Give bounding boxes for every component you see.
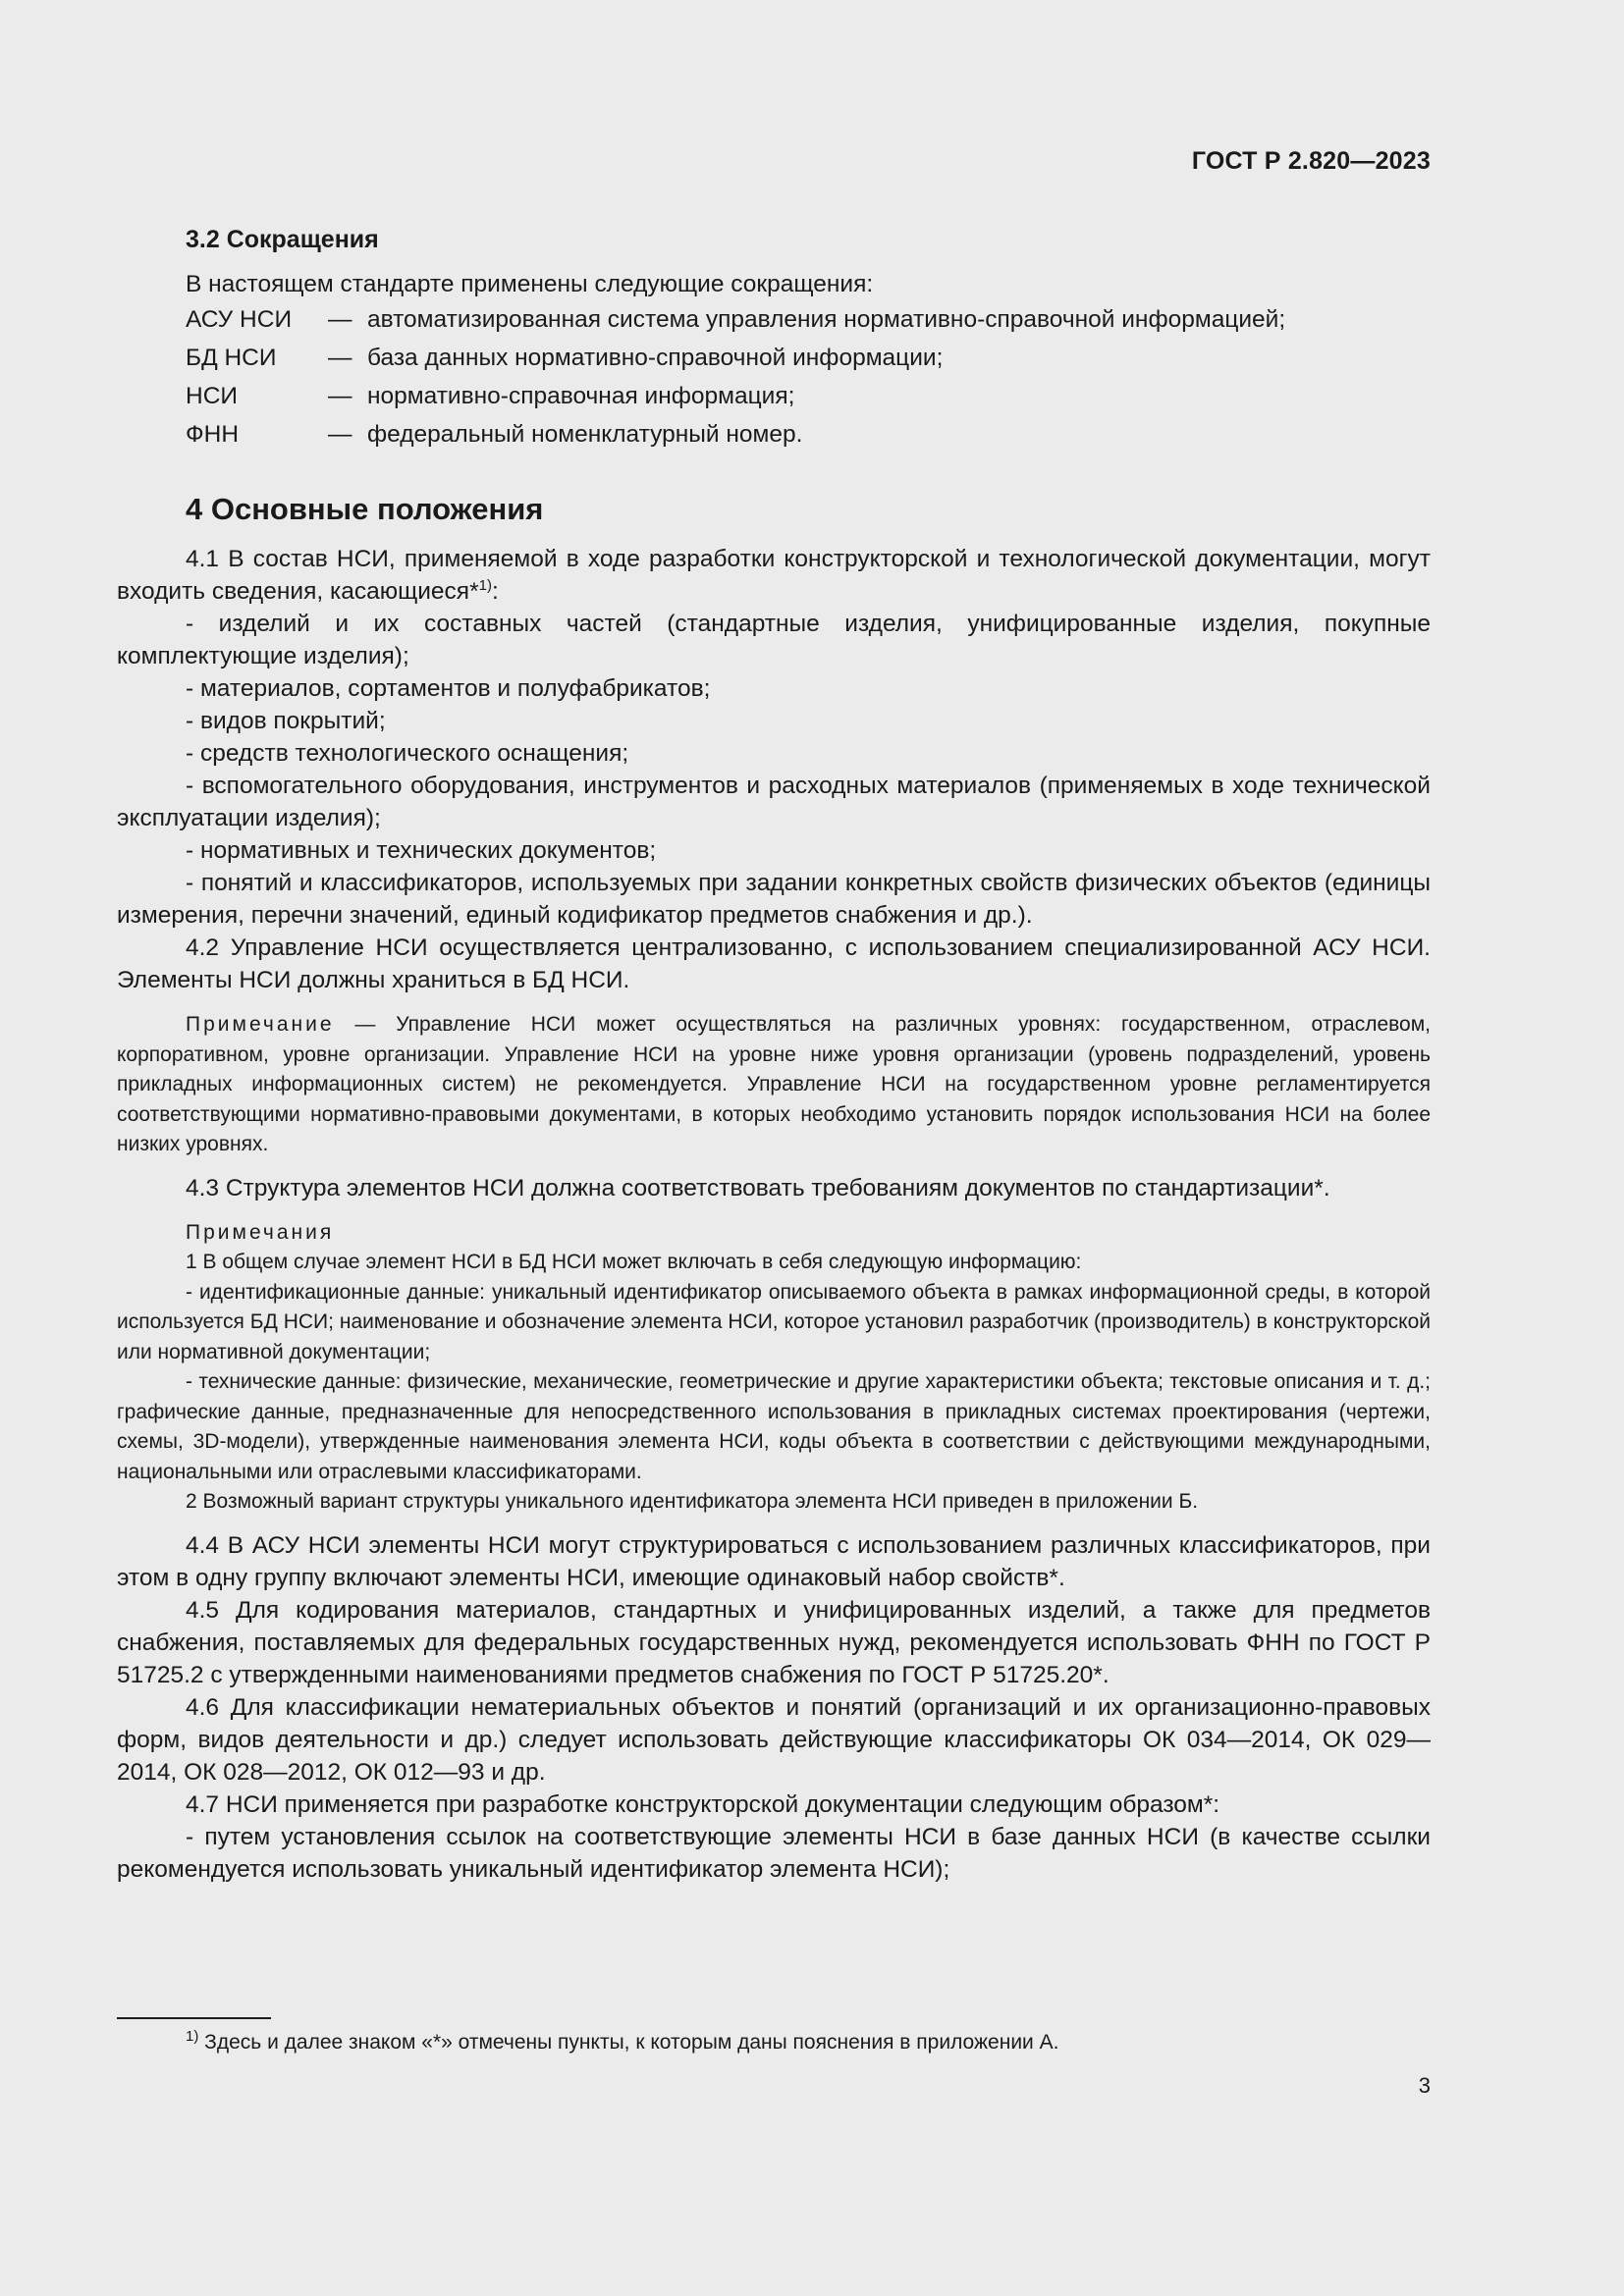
abbreviation-term: БД НСИ <box>186 345 277 371</box>
abbreviation-definition: нормативно-справочная информация; <box>367 383 795 409</box>
paragraph-4-3: 4.3 Структура элементов НСИ должна соответствовать требованиям документов по стандартизации*. <box>186 1174 1330 1201</box>
paragraph-4-1 <box>117 543 1431 608</box>
list-item: - материалов, сортаментов и полуфабрикатов; <box>186 675 711 702</box>
footnote <box>186 2028 1059 2055</box>
paragraph-4-4: 4.4 В АСУ НСИ элементы НСИ могут структурироваться с использованием различных классификаторов, при этом в одну группу включают элементы НСИ, имеющие одинаковый набор свойств*. <box>117 1531 1431 1591</box>
abbreviation-row <box>117 377 1431 415</box>
abbreviation-row <box>117 339 1431 377</box>
footnote-separator <box>117 2017 271 2019</box>
list-item: - путем установления ссылок на соответствующие элементы НСИ в базе данных НСИ (в качестве ссылки рекомендуется использовать уникальный идентификатор элемента НСИ); <box>117 1823 1431 1883</box>
note-text: — Управление НСИ может осуществляться на различных уровнях: государственном, отраслевом, корпоративном, уровне организации. Управление НСИ на уровне ниже уровня организации (уровень подразделений, уровень прикладных информационных систем) не рекомендуется. Управление НСИ на государственном уровне регламентируется соответствующими нормативно-правовыми документами, в которых необходимо установить порядок использования НСИ на более низких уровнях. <box>117 1013 1431 1155</box>
note-item: - технические данные: физические, механические, геометрические и другие характеристики объекта; текстовые описания и т. д.; графические данные, предназначенные для непосредственного использования в прикладных системах проектирования (чертежи, схемы, 3D-модели), утвержденные наименования элемента НСИ, коды объекта в соответствии с действующими международными, национальными или отраслевыми классификаторами. <box>117 1370 1431 1483</box>
paragraph-4-2: 4.2 Управление НСИ осуществляется централизованно, с использованием специализированной АСУ НСИ. Элементы НСИ должны храниться в БД НСИ. <box>117 934 1431 993</box>
list-item: - нормативных и технических документов; <box>186 837 657 864</box>
abbreviations-intro: В настоящем стандарте применены следующие сокращения: <box>186 271 874 297</box>
abbreviation-row <box>117 300 1431 339</box>
note-4-2 <box>117 1010 1431 1160</box>
abbreviation-dash: — <box>328 345 352 371</box>
footnote-ref: 1) <box>478 576 492 594</box>
abbreviation-dash: — <box>328 383 352 409</box>
abbreviation-term: НСИ <box>186 383 238 409</box>
list-item: - средств технологического оснащения; <box>186 740 629 767</box>
paragraph-4-1-text: 4.1 В состав НСИ, применяемой в ходе разработки конструкторской и технологической документации, могут входить сведения, касающиеся* <box>117 546 1431 605</box>
paragraph-4-1-end: : <box>491 578 499 605</box>
footnote-text: Здесь и далее знаком «*» отмечены пункты, к которым даны пояснения в приложении А. <box>198 2031 1059 2054</box>
notes-label: Примечания <box>186 1220 335 1244</box>
footnote-marker: 1) <box>186 2028 199 2045</box>
abbreviations-list <box>117 300 1431 454</box>
note-label: Примечание <box>186 1013 335 1036</box>
abbreviation-definition: база данных нормативно-справочной информации; <box>367 345 944 371</box>
abbreviation-definition: автоматизированная система управления нормативно-справочной информацией; <box>367 306 1286 333</box>
list-item: - изделий и их составных частей (стандартные изделия, унифицированные изделия, покупные комплектующие изделия); <box>117 611 1431 669</box>
paragraph-4-6: 4.6 Для классификации нематериальных объектов и понятий (организаций и их организационно-правовых форм, видов деятельности и др.) следует использовать действующие классификаторы ОК 034—2014, ОК 029—2014, ОК 028—2012, ОК 012—93 и др. <box>117 1693 1431 1786</box>
document-header: ГОСТ Р 2.820—2023 <box>1191 147 1431 175</box>
list-item: - понятий и классификаторов, используемых при задании конкретных свойств физических объектов (единицы измерения, перечни значений, единый кодификатор предметов снабжения и др.). <box>117 870 1431 929</box>
notes-4-3 <box>117 1218 1431 1518</box>
section-4-title: 4 Основные положения <box>186 492 544 526</box>
abbreviation-term: АСУ НСИ <box>186 306 293 333</box>
note-item: 2 Возможный вариант структуры уникального идентификатора элемента НСИ приведен в приложении Б. <box>186 1490 1199 1513</box>
section-3-2-title: 3.2 Сокращения <box>186 226 379 253</box>
abbreviation-dash: — <box>328 306 352 333</box>
page-number: 3 <box>1418 2073 1431 2098</box>
abbreviation-row <box>117 415 1431 454</box>
note-item: 1 В общем случае элемент НСИ в БД НСИ может включать в себя следующую информацию: <box>186 1251 1082 1273</box>
note-item: - идентификационные данные: уникальный идентификатор описываемого объекта в рамках информационной среды, в которой используется БД НСИ; наименование и обозначение элемента НСИ, которое установил разработчик (производитель) в конструкторской или нормативной документации; <box>117 1280 1431 1363</box>
list-item: - вспомогательного оборудования, инструментов и расходных материалов (применяемых в ходе технической эксплуатации изделия); <box>117 773 1431 831</box>
list-item: - видов покрытий; <box>186 708 386 734</box>
paragraph-4-7: 4.7 НСИ применяется при разработке конструкторской документации следующим образом*: <box>186 1790 1220 1818</box>
abbreviation-definition: федеральный номенклатурный номер. <box>367 421 803 448</box>
document-body <box>117 224 1431 1886</box>
abbreviation-dash: — <box>328 421 352 448</box>
abbreviation-term: ФНН <box>186 421 240 448</box>
paragraph-4-5: 4.5 Для кодирования материалов, стандартных и унифицированных изделий, а также для предметов снабжения, поставляемых для федеральных государственных нужд, рекомендуется использовать ФНН по ГОСТ Р 51725.2 с утвержденными наименованиями предметов снабжения по ГОСТ Р 51725.20*. <box>117 1596 1431 1688</box>
